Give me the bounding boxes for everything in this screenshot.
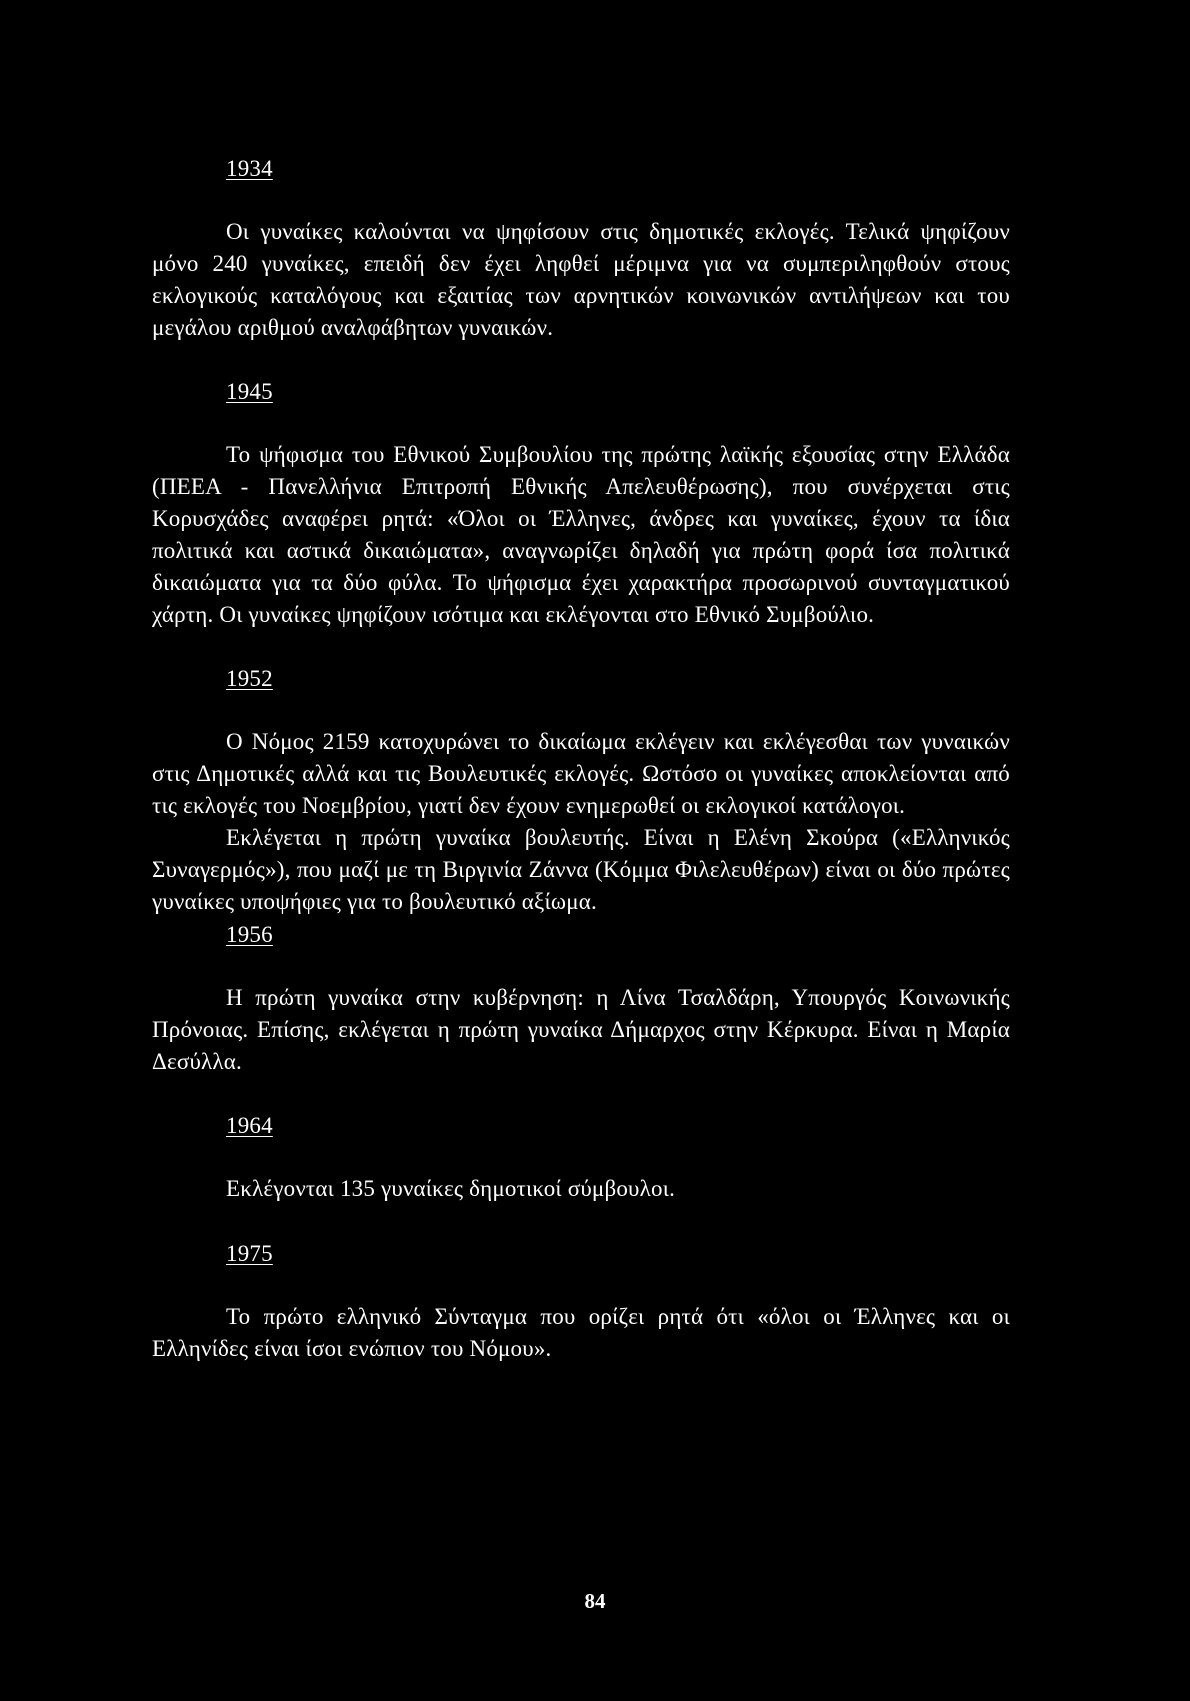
entry-paragraph: Το ψήφισμα του Εθνικού Συμβουλίου της πρώτης λαϊκής εξουσίας στην Ελλάδα (ΠΕΕΑ - Πανελλήνια Επιτροπή Εθνικής Απελευθέρωσης), που συνέρχεται στις Κορυσχάδες αναφέρει ρητά: «Όλοι οι Έλληνες, άνδρες και γυναίκες, έχουν τα ίδια πολιτικά και αστικά δικαιώματα», αναγνωρίζει δηλαδή για πρώτη φορά ίσα πολιτικά δικαιώματα για τα δύο φύλα. Το ψήφισμα έχει χαρακτήρα προσωρινού συνταγματικού χάρτη. Οι γυναίκες ψηφίζουν ισότιμα και εκλέγονται στο Εθνικό Συμβούλιο. — [152, 442, 1010, 627]
year-heading: 1945 — [226, 379, 273, 404]
timeline-entry-1956 — [152, 918, 1010, 1078]
entry-paragraph: Εκλέγονται 135 γυναίκες δημοτικοί σύμβουλοι. — [226, 1176, 676, 1201]
timeline-entry-1934 — [152, 152, 1010, 344]
year-heading: 1975 — [226, 1241, 273, 1266]
year-heading: 1952 — [226, 666, 273, 691]
entry-paragraph: Οι γυναίκες καλούνται να ψηφίσουν στις δημοτικές εκλογές. Τελικά ψηφίζουν μόνο 240 γυναίκες, επειδή δεν έχει ληφθεί μέριμνα για να συμπεριληφθούν στους εκλογικούς καταλόγους και εξαιτίας των αρνητικών κοινωνικών αντιλήψεων και του μεγάλου αριθμού αναλφάβητων γυναικών. — [152, 219, 1010, 340]
entry-paragraph: Εκλέγεται η πρώτη γυναίκα βουλευτής. Είναι η Ελένη Σκούρα («Ελληνικός Συναγερμός»), που μαζί με τη Βιργινία Ζάννα (Κόμμα Φιλελευθέρων) είναι οι δύο πρώτες γυναίκες υποψήφιες για το βουλευτικό αξίωμα. — [152, 825, 1010, 914]
year-heading: 1956 — [226, 922, 273, 947]
timeline-entry-1964 — [152, 1109, 1010, 1205]
timeline-entry-1975 — [152, 1237, 1010, 1365]
timeline-entry-1952 — [152, 662, 1010, 918]
timeline-entry-1945 — [152, 375, 1010, 631]
page-number: 84 — [584, 1589, 606, 1613]
entry-paragraph: Το πρώτο ελληνικό Σύνταγμα που ορίζει ρητά ότι «όλοι οι Έλληνες και οι Ελληνίδες είναι ίσοι ενώπιον του Νόμου». — [152, 1304, 1010, 1361]
entry-paragraph: Ο Νόμος 2159 κατοχυρώνει το δικαίωμα εκλέγειν και εκλέγεσθαι των γυναικών στις Δημοτικές αλλά και τις Βουλευτικές εκλογές. Ωστόσο οι γυναίκες αποκλείονται από τις εκλογές του Νοεμβρίου, γιατί δεν έχουν ενημερωθεί οι εκλογικοί κατάλογοι. — [152, 729, 1010, 818]
timeline-content — [152, 152, 1010, 1365]
year-heading: 1934 — [226, 156, 273, 181]
year-heading: 1964 — [226, 1113, 273, 1138]
entry-paragraph: Η πρώτη γυναίκα στην κυβέρνηση: η Λίνα Τσαλδάρη, Υπουργός Κοινωνικής Πρόνοιας. Επίσης, εκλέγεται η πρώτη γυναίκα Δήμαρχος στην Κέρκυρα. Είναι η Μαρία Δεσύλλα. — [152, 985, 1010, 1074]
